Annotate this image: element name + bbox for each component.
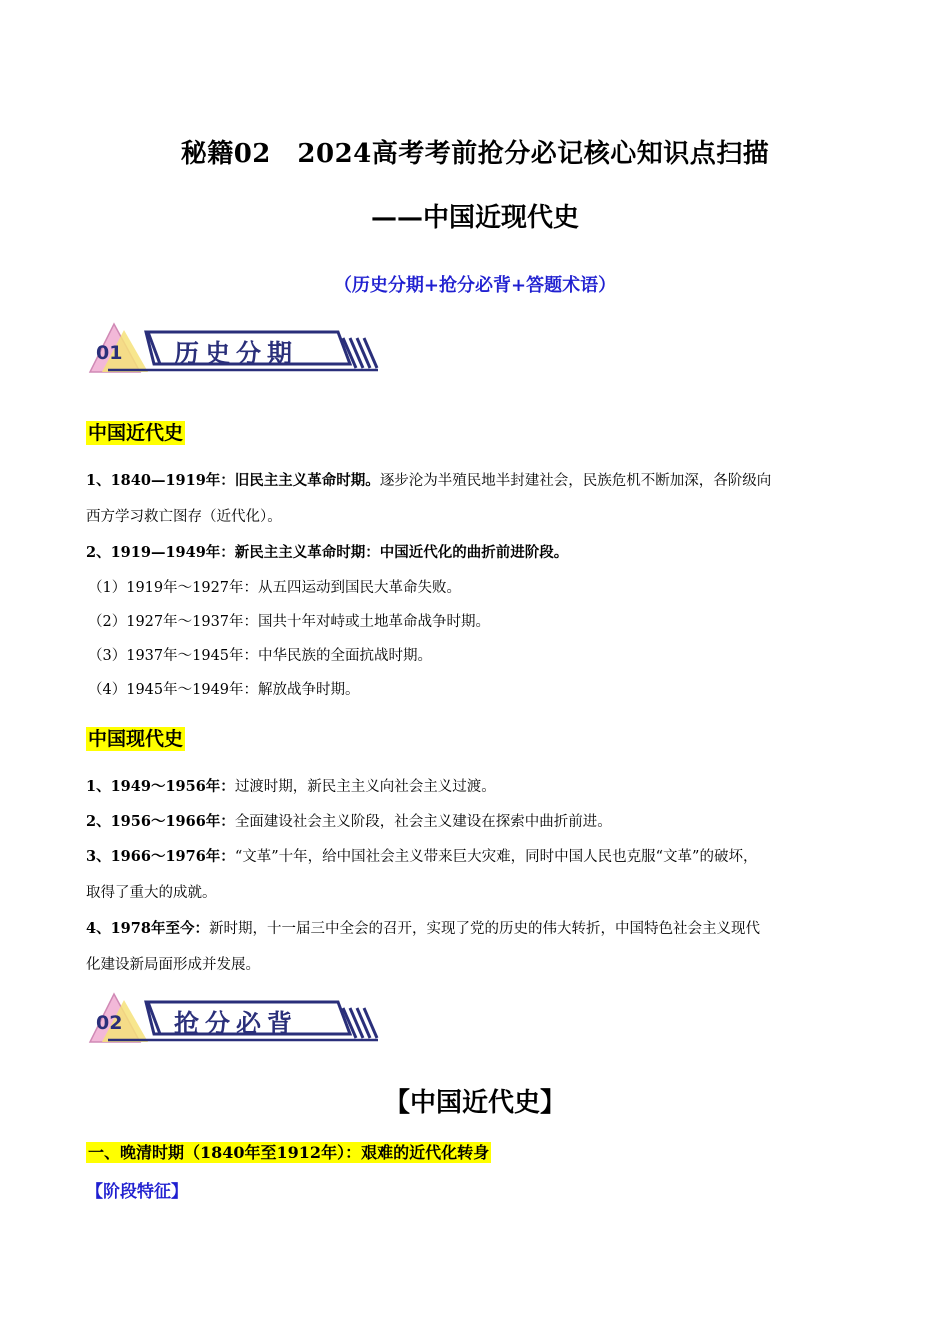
list-item: （2）1927年～1937年：国共十年对峙或土地革命战争时期。	[88, 614, 491, 630]
list-item-continuation: 西方学习救亡图存（近代化）。	[86, 509, 282, 525]
document-title: 秘籍02 2024高考考前抢分必记核心知识点扫描	[180, 139, 770, 169]
badge-number: 02	[96, 1012, 123, 1034]
list-item: 2、1956～1966年：全面建设社会主义阶段，社会主义建设在探索中曲折前进。	[86, 813, 612, 830]
list-item: 2、1919—1949年：新民主主义革命时期：中国近代化的曲折前进阶段。	[86, 544, 569, 561]
document-subtitle-topic: ——中国近现代史	[370, 203, 579, 233]
period-heading: 一、晚清时期（1840年至1912年）：艰难的近代化转身	[88, 1143, 490, 1162]
section-heading-contemporary: 中国现代史	[88, 728, 184, 750]
feature-label: 【阶段特征】	[86, 1182, 188, 1202]
section-badge-02	[88, 992, 384, 1046]
badge-number: 01	[96, 342, 123, 364]
list-item: 1、1840—1919年：旧民主主义革命时期。逐步沦为半殖民地半封建社会，民族危机不断加深，各阶级向	[86, 472, 772, 489]
section-title-modern-history: 【中国近代史】	[383, 1088, 566, 1118]
list-item-continuation: 化建设新局面形成并发展。	[86, 957, 260, 973]
list-item: （1）1919年～1927年：从五四运动到国民大革命失败。	[88, 580, 462, 596]
list-item: （4）1945年～1949年：解放战争时期。	[88, 682, 360, 698]
list-item: 1、1949～1956年：过渡时期，新民主主义向社会主义过渡。	[86, 778, 496, 795]
badge-label: 抢分必背	[174, 1009, 299, 1038]
document-scope-note: （历史分期+抢分必背+答题术语）	[333, 275, 617, 296]
list-item: 4、1978年至今：新时期，十一届三中全会的召开，实现了党的历史的伟大转折，中国特色社会主义现代	[86, 920, 760, 937]
section-heading-modern: 中国近代史	[88, 422, 184, 444]
list-item-continuation: 取得了重大的成就。	[86, 885, 217, 901]
badge-label: 历史分期	[174, 339, 299, 368]
list-item: 3、1966～1976年：“文革”十年，给中国社会主义带来巨大灾难，同时中国人民也克服“文革”的破坏，	[86, 848, 758, 865]
list-item: （3）1937年～1945年：中华民族的全面抗战时期。	[88, 648, 433, 664]
section-badge-01	[88, 322, 384, 376]
